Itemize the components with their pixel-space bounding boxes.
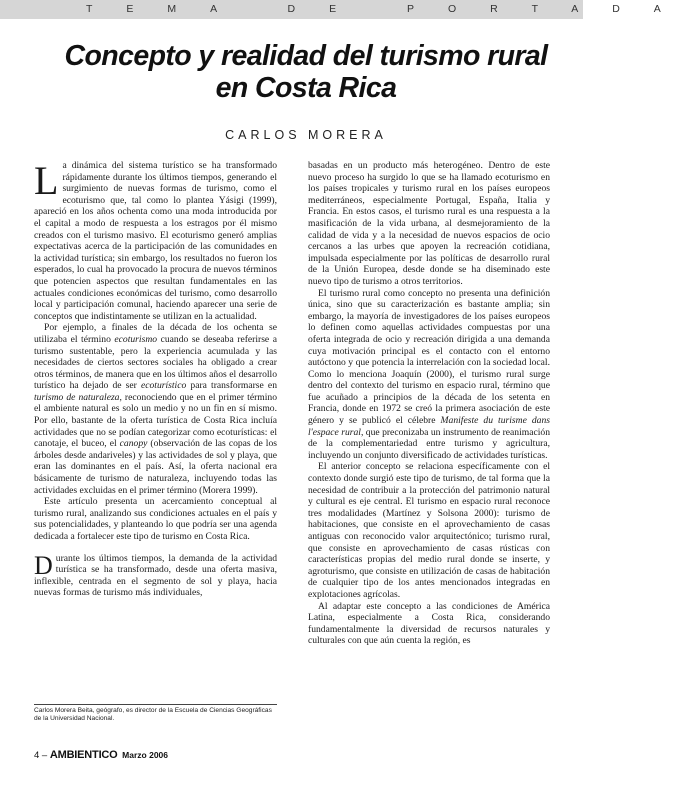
title-line-2: en Costa Rica [215, 72, 397, 104]
paragraph [34, 160, 277, 322]
paragraph: Este artículo presenta un acercamiento conceptual al turismo rural, analizando sus condiciones actuales en el país y sus potencialidades, y planteando lo que podría ser una agenda dedicada a fortalecer este tipo de turismo en Costa Rica. [34, 496, 277, 542]
section-banner: TEMA DE PORTADA [0, 0, 583, 19]
section-gap [34, 543, 277, 553]
text-run: cuando se deseaba referirse a turismo sustentable, pero la experiencia acumulada y las necesidades de ciertos sectores sociales ha obligado a crear otros términos, de manera que en los últimos años el desarrollo turístico ha dejado de ser [34, 333, 277, 392]
italic-term: ecoturístico [140, 380, 187, 392]
text-run: para transformarse en [186, 380, 277, 392]
paragraph [308, 288, 550, 462]
text-run: Por ejemplo, a finales de la década de los ochenta se utilizaba el término [34, 322, 277, 345]
magazine-logo: AMBIENTICO [49, 749, 118, 761]
paragraph [34, 550, 277, 599]
paragraph: basadas en un producto más heterogéneo. Dentro de este nuevo proceso ha surgido lo que se ha llamado ecoturismo en los países tropicales y turismo rural en los países europeos mediterráneos, especialmente Portugal, España, Italia y Francia. En estos casos, el turismo rural es una respuesta a la masificación de la vida urbana, al desmejoramiento de la calidad de vida y a la necesidad de nuevos espacios de ocio cercanos a las urbes que apoyen la recreación cotidiana, impulsada especialmente por las políticas de desarrollo rural de la Unión Europea, desde donde se ha diseminado este nuevo tipo de turismo a otros territorios. [308, 160, 550, 287]
article-title [20, 40, 592, 104]
text-run: El turismo rural como concepto no presenta una definición única, sino que su caracterización es bastante amplia; sin embargo, la mayoría de investigadores de los países europeos lo definen como aquellas actividades compuestas por una oferta integrada de ocio y recreación dirigida a una demanda cuya motivación principal es el contacto con el entorno autóctono y que potencia la interrelación con la sociedad local. Como lo menciona Joaquín (2000), el turismo rural surge dentro del contexto del turismo en espacio rural, término que fue acuñado a principios de la década de los setenta en Francia, donde en 1972 se creó la primera asociación de este género y se publicó el célebre [308, 287, 550, 427]
author-name: CARLOS MORERA [225, 128, 387, 142]
left-column [34, 160, 277, 599]
paragraph-text: a dinámica del sistema turístico se ha transformado rápidamente durante los últimos tiempos, generando el surgimiento de nuevas formas de turismo, como el ecoturismo que, tal como lo plantea Yásigi (1999), apareció en los años ochenta como una moda introducida por el capital a modo de respuesta a los estragos por él mismo creados con el turismo masivo. El ecoturismo generó amplias expectativas acerca de la participación de las comunidades en la actividad turística; sin embargo, los resultados no fueron los esperados, lo cual ha provocado la procura de nuevos términos que potencien aspectos que resultan fundamentales en las actuales condiciones económicas del turismo, como desarrollo local y participación comunal, haciendo aparecer una serie de conceptos que indistintamente se utilizan en la actualidad. [34, 160, 277, 322]
drop-cap: D [34, 550, 53, 580]
drop-cap: L [34, 158, 59, 203]
paragraph [34, 322, 277, 496]
paragraph: El anterior concepto se relaciona específicamente con el contexto donde surgió este tipo de turismo, de tal forma que la necesidad de contribuir a la protección del patrimonio natural y cultural es eje central. El turismo en espacio rural reconoce tres modalidades (Martínez y Solsona 2000): turismo de habitaciones, que consiste en el aprovechamiento de casas antiguas con reconocido valor arquitectónico; turismo rural, que consiste en aprovechamiento de casas rústicas con características propias del medio rural donde se inserte, y agroturismo, que consiste en utilización de casas de habitación de cualquier tipo de los antes mencionados integradas en explotaciones agrícolas. [308, 461, 550, 600]
title-line-1: Concepto y realidad del turismo rural [64, 40, 548, 72]
paragraph-text: urante los últimos tiempos, la demanda de la actividad turística se ha transformado, desde una oferta masiva, inflexible, centrada en el segmento de sol y playa, hacia nuevas formas de turismo más individuales, [34, 552, 277, 599]
italic-title: Manifeste du turisme dans l'espace rural [308, 415, 551, 438]
italic-term: turismo de naturaleza [34, 391, 120, 403]
italic-term: canopy [119, 438, 148, 450]
text-run: , que preconizaba un instrumento de reanimación de la complementariedad entre turismo y agricultura, incluyendo un conjunto diversificado de actividades turísticas. [308, 426, 550, 461]
author-footnote: Carlos Morera Beita, geógrafo, es director de la Escuela de Ciencias Geográficas de la Universidad Nacional. [34, 707, 272, 723]
page-footer [34, 749, 168, 761]
right-column [308, 160, 550, 647]
paragraph: Al adaptar este concepto a las condiciones de América Latina, especialmente a Costa Rica, considerando fundamentalmente la diversidad de recursos naturales y culturales con que aún cuenta la región, es [308, 600, 550, 647]
italic-term: ecoturismo [114, 333, 158, 345]
text-run: (observación de las copas de los árboles desde andariveles) y las actividades de sol y playa, que eran las dominantes en el país. Así, la oferta nacional era básicamente de turismo de naturaleza, incluyendo todas las actividades excluidas en el primer término (Morera 1999). [34, 438, 277, 496]
text-run: , reconociendo que en el primer término el ambiente natural es solo un medio y no un fin en sí mismo. Por ello, bastante de la oferta turística de Costa Rica incluía actividades que no se podían categorizar como ecoturísticas: el canotaje, el buceo, el [34, 391, 277, 450]
issue-date: Marzo 2006 [122, 750, 169, 760]
footnote-divider [34, 704, 277, 705]
page-number: 4 – [34, 750, 48, 761]
